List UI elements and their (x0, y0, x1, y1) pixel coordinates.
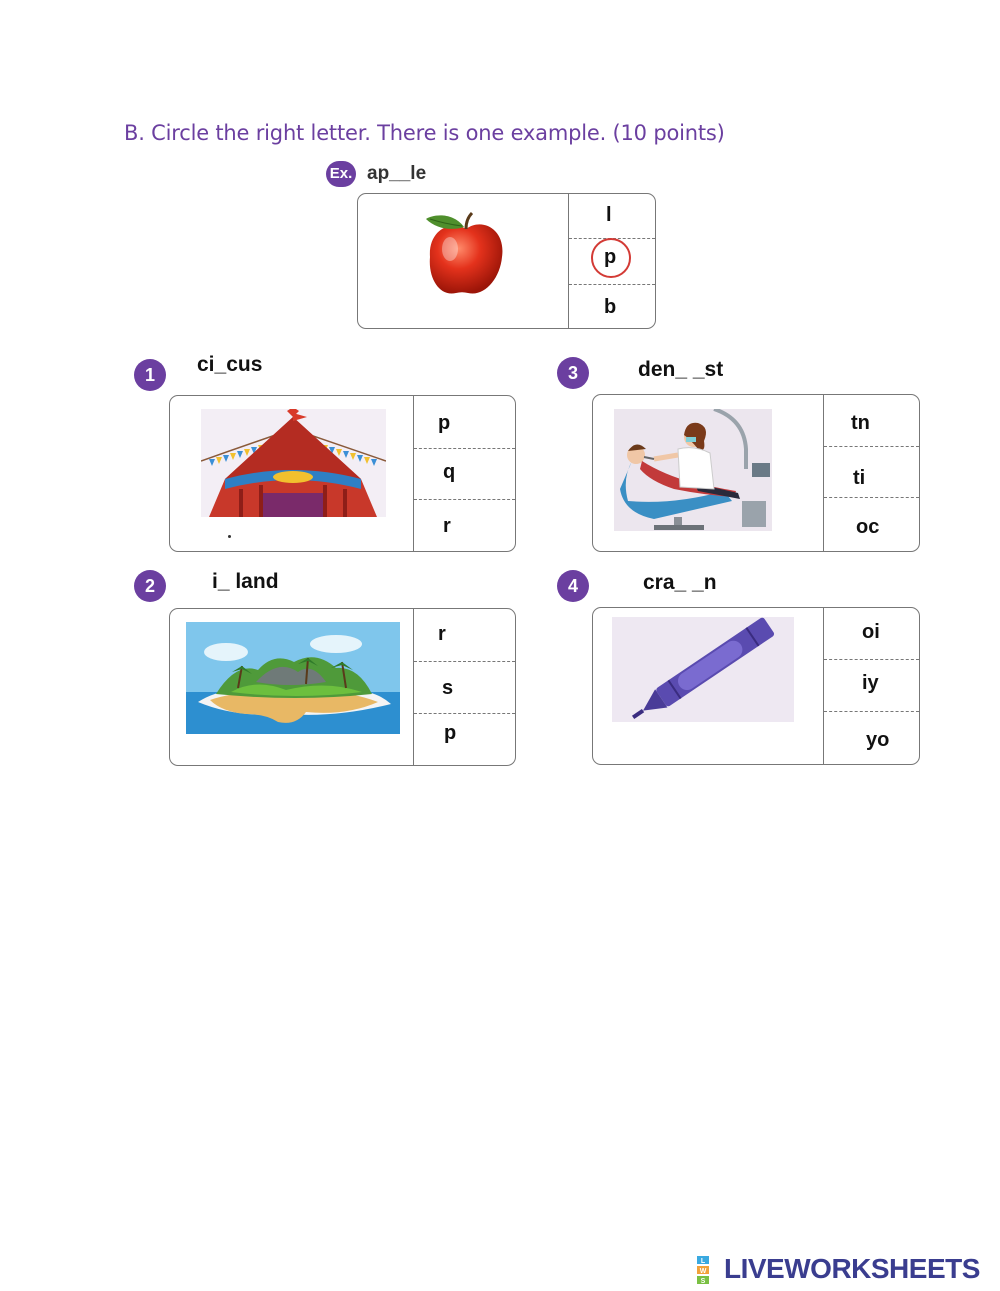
item-1-dash (414, 499, 515, 500)
item-2-option-1[interactable]: r (438, 623, 446, 645)
item-2-dash (414, 713, 515, 714)
item-4-number: 4 (557, 570, 589, 602)
item-2-option-3[interactable]: p (444, 722, 457, 744)
logo-letter: W (699, 1268, 707, 1275)
item-1-option-1[interactable]: p (438, 412, 451, 434)
item-3-dash (824, 497, 919, 498)
island-image (186, 622, 400, 734)
dentist-image (614, 409, 772, 531)
example-option-2[interactable]: p (604, 246, 617, 268)
item-4-option-2[interactable]: iy (862, 672, 879, 694)
crayon-image (612, 617, 794, 722)
liveworksheets-logo-icon (697, 1256, 723, 1284)
item-1-number: 1 (134, 359, 166, 391)
item-3-option-2[interactable]: ti (853, 467, 866, 489)
item-3-divider (823, 395, 824, 551)
circus-tent-image (201, 409, 386, 517)
item-1-option-3[interactable]: r (443, 515, 451, 537)
item-1-option-2[interactable]: q (443, 461, 456, 483)
liveworksheets-logo-text: LIVEWORKSHEETS (724, 1253, 980, 1284)
example-dash (569, 284, 655, 285)
item-2-dash (414, 661, 515, 662)
item-1-dash (414, 448, 515, 449)
item-2-word: i_ land (212, 570, 279, 593)
item-1-divider (413, 396, 414, 551)
item-3-option-3[interactable]: oc (856, 516, 880, 538)
item-4-dash (824, 659, 919, 660)
item-2-divider (413, 609, 414, 765)
item-2-option-2[interactable]: s (442, 677, 454, 699)
example-option-3[interactable]: b (604, 296, 617, 318)
item-4-word: cra_ _n (643, 571, 717, 594)
item-2-number: 2 (134, 570, 166, 602)
example-divider (568, 194, 569, 328)
exercise-heading: B. Circle the right letter. There is one example. (10 points) (124, 121, 725, 145)
logo-letter: S (700, 1278, 706, 1284)
stray-dot (228, 535, 231, 538)
logo-letter: L (700, 1258, 706, 1265)
example-badge: Ex. (326, 161, 356, 187)
item-4-dash (824, 711, 919, 712)
item-3-number: 3 (557, 357, 589, 389)
item-4-divider (823, 608, 824, 764)
item-3-dash (824, 446, 919, 447)
item-4-option-3[interactable]: yo (866, 729, 890, 751)
example-word: ap__le (367, 163, 427, 184)
example-option-1[interactable]: l (606, 204, 612, 226)
apple-image (412, 207, 512, 299)
item-1-word: ci_cus (197, 353, 263, 376)
item-3-word: den_ _st (638, 358, 724, 381)
item-4-option-1[interactable]: oi (862, 621, 880, 643)
item-3-option-1[interactable]: tn (851, 412, 870, 434)
